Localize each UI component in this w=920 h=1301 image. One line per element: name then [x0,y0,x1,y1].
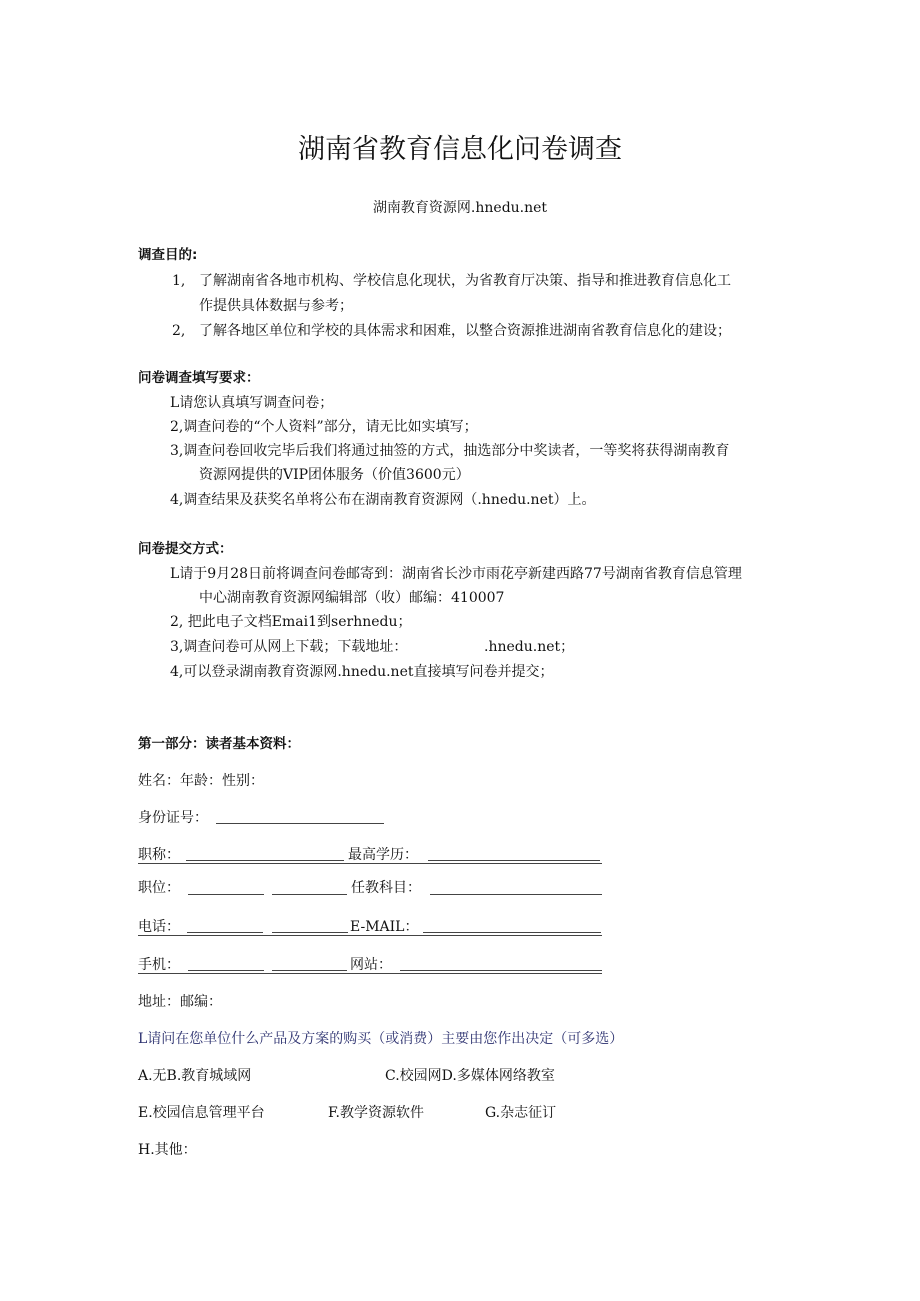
mobile-label: 手机： [138,957,180,973]
purpose-item-1-line1: 了解湖南省各地市机构、学校信息化现状，为省教育厅决策、指导和推进教育信息化工 [199,273,731,289]
phone-field-b[interactable] [272,932,348,933]
purpose-heading: 调查目的: [138,247,198,263]
option-e[interactable]: E.校园信息管理平台 [138,1105,265,1121]
id-number-label: 身份证号： [138,810,208,826]
row-divider [138,863,602,864]
requirement-item-1: L请您认真填写调查问卷； [170,395,334,411]
mobile-field-a[interactable] [188,970,264,971]
page-title: 湖南省教育信息化问卷调查 [298,134,622,165]
row-divider [138,935,602,936]
requirements-heading: 问卷调查填写要求： [138,370,260,386]
position-field-b[interactable] [272,894,347,895]
submission-item-1-line2: 中心湖南教育资源网编辑部（收）邮编：410007 [199,590,505,606]
download-address[interactable]: .hnedu.net； [484,639,575,655]
submission-heading: 问卷提交方式： [138,541,233,557]
mobile-field-b[interactable] [272,970,347,971]
option-c-d[interactable]: C.校园网D.多媒体网络教室 [385,1068,555,1084]
education-label: 最高学历： [348,847,418,863]
purpose-item-2-line1: 了解各地区单位和学校的具体需求和困难，以整合资源推进湖南省教育信息化的建设； [199,323,731,339]
address-postcode-row: 地址：邮编： [138,994,222,1010]
purpose-item-1-line2: 作提供具体数据与参考； [199,298,353,314]
requirement-item-3-line1: 3,调查问卷回收完毕后我们将通过抽签的方式，抽选部分中奖读者，一等奖将获得湖南教育 [170,443,730,459]
submission-item-4: 4,可以登录湖南教育资源网.hnedu.net直接填写问卷并提交； [170,664,554,680]
requirement-item-3-line2: 资源网提供的VIP团体服务（价值3600元） [199,467,470,483]
id-number-field[interactable] [216,823,384,824]
email-label: E-MAIL： [350,919,419,935]
subject-label: 任教科目： [351,880,421,896]
submission-item-1-line1: L请于9月28日前将调查问卷邮寄到：湖南省长沙市雨花亭新建西路77号湖南省教育信息管理 [170,566,742,582]
purpose-item-2-number: 2, [172,323,186,339]
option-h[interactable]: H.其他： [138,1142,197,1158]
position-label: 职位： [138,880,180,896]
requirement-item-2: 2,调查问卷的“个人资料”部分，请无比如实填写； [170,419,478,435]
website-label: 网站： [350,957,392,973]
subject-field[interactable] [430,894,602,895]
option-a-b[interactable]: A.无B.教育城域网 [138,1068,252,1084]
phone-field-a[interactable] [187,932,263,933]
email-field[interactable] [423,932,601,933]
submission-item-3: 3,调查问卷可从网上下载；下载地址： [170,639,408,655]
name-age-gender-row: 姓名：年龄：性别： [138,773,264,789]
question-1-text: L请问在您单位什么产品及方案的购买（或消费）主要由您作出决定（可多选） [138,1031,624,1047]
option-f[interactable]: F.教学资源软件 [328,1105,424,1121]
phone-label: 电话： [138,919,180,935]
education-field[interactable] [428,860,600,861]
submission-item-2: 2, 把此电子文档Emai1到serhnedu； [170,614,412,630]
page-subtitle: 湖南教育资源网.hnedu.net [372,200,548,216]
title-field[interactable] [186,860,344,861]
website-field[interactable] [400,970,602,971]
requirement-item-4: 4,调查结果及获奖名单将公布在湖南教育资源网（.hnedu.net）上。 [170,492,596,508]
purpose-item-1-number: 1, [172,273,186,289]
position-field-a[interactable] [188,894,264,895]
part1-heading: 第一部分：读者基本资料： [138,736,300,752]
option-g[interactable]: G.杂志征订 [485,1105,557,1121]
row-divider [138,973,602,974]
title-label: 职称： [138,847,180,863]
